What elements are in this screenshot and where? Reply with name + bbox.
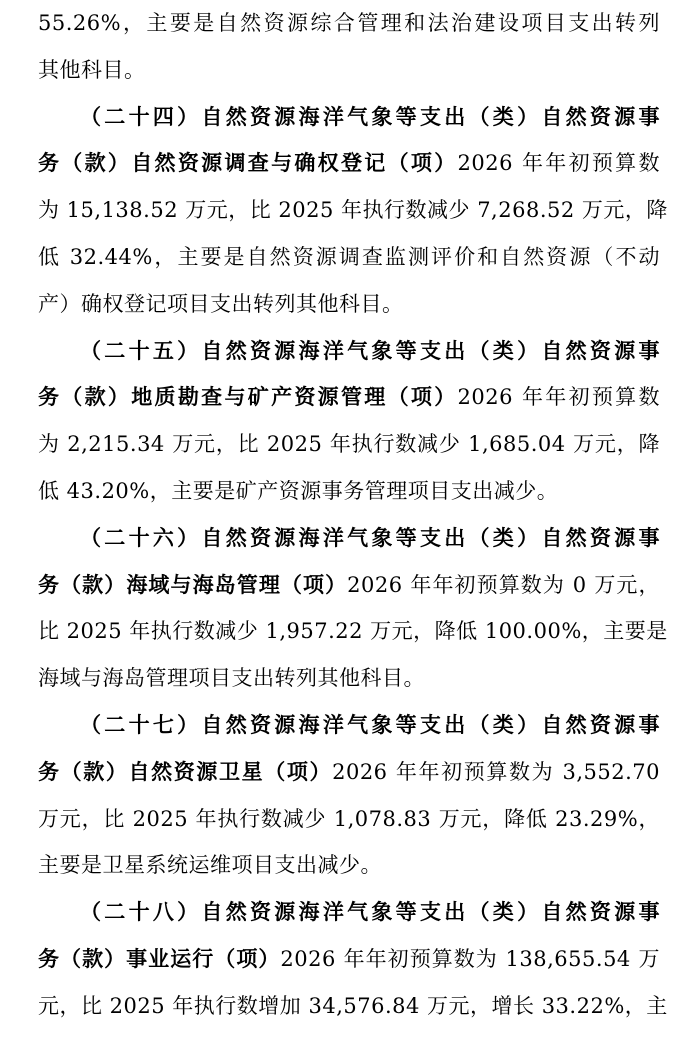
- paragraph-item-24: [38, 94, 668, 328]
- text-line: 元，比 2025 年执行数增加 34,576.84 万元，增长 33.22%，主: [38, 993, 668, 1018]
- text-line: 低 32.44%，主要是自然资源调查监测评价和自然资源（不动: [38, 244, 660, 269]
- text-line: 低 43.20%，主要是矿产资源事务管理项目支出减少。: [38, 478, 559, 503]
- heading-line: （二十七）自然资源海洋气象等支出（类）自然资源事: [80, 711, 660, 737]
- heading-line: 务（款）事业运行（项）2026 年年初预算数为 138,655.54 万: [38, 945, 660, 971]
- heading-line: 务（款）自然资源调查与确权登记（项）2026 年年初预算数: [38, 150, 660, 176]
- heading-line: （二十四）自然资源海洋气象等支出（类）自然资源事: [80, 103, 660, 129]
- paragraph-item-26: [38, 515, 668, 702]
- heading-line: （二十五）自然资源海洋气象等支出（类）自然资源事: [80, 337, 660, 363]
- document-page: [38, 0, 668, 1030]
- paragraph-continuation: [38, 0, 660, 94]
- text-line: 其他科目。: [38, 57, 146, 82]
- text-line: 为 2,215.34 万元，比 2025 年执行数减少 1,685.04 万元，降: [38, 432, 660, 457]
- text-line: 产）确权登记项目支出转列其他科目。: [38, 291, 404, 316]
- heading-line: 务（款）自然资源卫星（项）2026 年年初预算数为 3,552.70: [38, 758, 661, 784]
- heading-line: （二十八）自然资源海洋气象等支出（类）自然资源事: [80, 899, 660, 925]
- text-line: 为 15,138.52 万元，比 2025 年执行数减少 7,268.52 万元，降: [38, 198, 668, 223]
- text-line: 万元，比 2025 年执行数减少 1,078.83 万元，降低 23.29%，: [38, 806, 660, 831]
- text-line: 55.26%，主要是自然资源综合管理和法治建设项目支出转列: [38, 11, 660, 35]
- text-line: 海域与海岛管理项目支出转列其他科目。: [38, 666, 425, 691]
- paragraph-item-25: [38, 328, 660, 515]
- heading-line: （二十六）自然资源海洋气象等支出（类）自然资源事: [80, 524, 660, 550]
- text-line: 主要是卫星系统运维项目支出减少。: [38, 853, 382, 878]
- paragraph-item-27: [38, 702, 660, 889]
- heading-line: 务（款）地质勘查与矿产资源管理（项）2026 年年初预算数: [38, 384, 660, 410]
- heading-line: 务（款）海域与海岛管理（项）2026 年年初预算数为 0 万元，: [38, 571, 660, 597]
- text-line: 比 2025 年执行数减少 1,957.22 万元，降低 100.00%，主要是: [38, 619, 668, 644]
- paragraph-item-28: [38, 889, 668, 1029]
